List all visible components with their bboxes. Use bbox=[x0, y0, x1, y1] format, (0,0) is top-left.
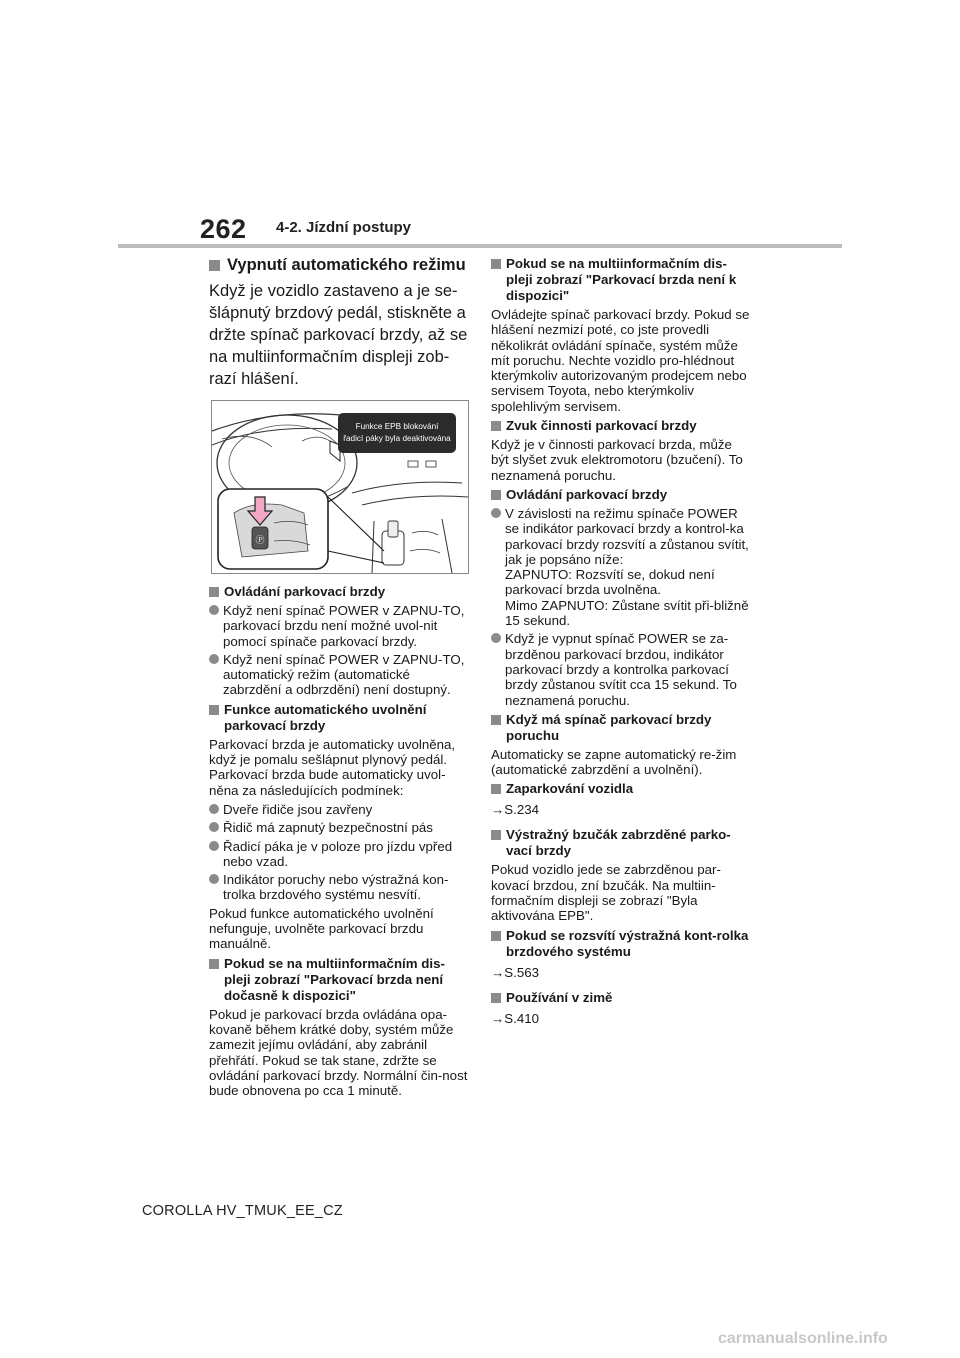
list-item-line: Mimo ZAPNUTO: Zůstane svítit při-bližně 15 sekund. bbox=[505, 597, 749, 629]
square-bullet-icon bbox=[209, 587, 219, 597]
heading-switch-malfunction bbox=[491, 712, 753, 744]
footer-model-code: COROLLA HV_TMUK_EE_CZ bbox=[142, 1203, 343, 1219]
header-rule bbox=[118, 244, 842, 248]
list-item-text: Řidič má zapnutý bezpečnostní pás bbox=[223, 820, 433, 836]
list-item bbox=[209, 652, 471, 698]
list-item bbox=[209, 820, 471, 835]
page-reference-link[interactable]: →S.234 bbox=[491, 802, 540, 818]
heading-text: Pokud se na multiinformačním dis-pleji zobrazí "Parkovací brzda není dočasně k dispozici" bbox=[224, 955, 445, 1003]
square-bullet-icon bbox=[209, 705, 219, 715]
heading-warning-light bbox=[491, 928, 753, 960]
heading-text: Pokud se na multiinformačním dis-pleji zobrazí "Parkovací brzda není k dispozici" bbox=[506, 256, 737, 303]
intro-text: Když je vozidlo zastaveno a je se-šlápnutý brzdový pedál, stiskněte a držte spínač parkovací brzdy, až se na multiinformačním displeji zob-razí hlášení. bbox=[209, 282, 468, 388]
list-item-line: V závislosti na režimu spínače POWER se indikátor parkovací brzdy a kontrol-ka parkovací brzdy rozsvítí a zůstanou svítit, jak je popsáno níže: bbox=[505, 505, 749, 567]
list-item-text bbox=[505, 506, 753, 628]
illustration-dashboard bbox=[211, 400, 469, 574]
heading-auto-release bbox=[209, 702, 471, 734]
right-column bbox=[491, 256, 753, 1036]
heading-text: Pokud se rozsvítí výstražná kont-rolka brzdového systému bbox=[506, 927, 749, 959]
list-item bbox=[209, 872, 471, 903]
list-item-text: Když není spínač POWER v ZAPNU-TO, parkovací brzdu není možné uvol-nit pomocí spínače parkovací brzdy. bbox=[223, 603, 465, 649]
square-bullet-icon bbox=[491, 993, 501, 1003]
square-bullet-icon bbox=[491, 931, 501, 941]
section-title: 4-2. Jízdní postupy bbox=[276, 219, 412, 236]
paragraph: Parkovací brzda je automaticky uvolněna, když je pomalu sešlápnut plynový pedál. Parkovací brzda bude automaticky uvol-něna za následujících podmínek: bbox=[209, 736, 456, 798]
heading-text: Funkce automatického uvolnění parkovací brzdy bbox=[224, 701, 427, 733]
page-number: 262 bbox=[200, 214, 247, 244]
paragraph: Automaticky se zapne automatický re-žim (automatické zabrzdění a uvolnění). bbox=[491, 746, 737, 778]
list-item-text: Indikátor poruchy nebo výstražná kon-trolka brzdového systému nesvítí. bbox=[223, 872, 449, 903]
list-item-text: Dveře řidiče jsou zavřeny bbox=[223, 801, 373, 817]
display-message-line2: řadicí páky byla deaktivována bbox=[343, 434, 451, 443]
main-heading bbox=[209, 256, 471, 275]
paragraph: Pokud funkce automatického uvolnění nefunguje, uvolněte parkovací brzdu manuálně. bbox=[209, 905, 434, 952]
heading-text: Používání v zimě bbox=[506, 989, 613, 1005]
display-message-line1: Funkce EPB blokování bbox=[355, 422, 439, 431]
watermark: carmanualsonline.info bbox=[718, 1330, 888, 1347]
paragraph: Pokud je parkovací brzda ovládána opa-kovaně během krátké doby, systém může zamezit jejímu ovládání, aby zabránil přehřátí. Pokud se tak stane, zdržte se ovládání parkovací brzdy. Normální čin-nost bude obnovena po cca 1 minutě. bbox=[209, 1006, 468, 1099]
heading-brake-operation bbox=[209, 584, 471, 600]
list-item bbox=[209, 802, 471, 817]
heading-unavailable bbox=[491, 256, 753, 304]
round-bullet-icon bbox=[209, 605, 219, 615]
square-bullet-icon bbox=[491, 784, 501, 794]
square-bullet-icon bbox=[209, 959, 219, 969]
round-bullet-icon bbox=[209, 654, 219, 664]
round-bullet-icon bbox=[209, 822, 219, 832]
list-item bbox=[491, 506, 753, 628]
heading-text: Ovládání parkovací brzdy bbox=[506, 486, 668, 502]
round-bullet-icon bbox=[491, 633, 501, 643]
paragraph: Když je v činnosti parkovací brzda, může být slyšet zvuk elektromotoru (bzučení). To neznamená poruchu. bbox=[491, 437, 743, 483]
heading-operation-sound bbox=[491, 418, 753, 434]
round-bullet-icon bbox=[209, 841, 219, 851]
round-bullet-icon bbox=[491, 508, 501, 518]
square-bullet-icon bbox=[491, 830, 501, 840]
round-bullet-icon bbox=[209, 874, 219, 884]
main-heading-text: Vypnutí automatického režimu bbox=[227, 256, 466, 274]
paragraph: Pokud vozidlo jede se zabrzděnou par-kovací brzdou, zní bzučák. Na multiin-formačním displeji se zobrazí "Byla aktivována EPB". bbox=[491, 862, 721, 924]
round-bullet-icon bbox=[209, 804, 219, 814]
list-item-text: Když je vypnut spínač POWER se za-brzděnou parkovací brzdou, indikátor parkovací brzdy a kontrolka parkovací brzdy zůstanou svítit cca 15 sekund. To neznamená poruchu. bbox=[505, 631, 737, 708]
left-column bbox=[209, 256, 471, 1102]
heading-temporarily-unavailable bbox=[209, 956, 471, 1004]
list-item bbox=[209, 839, 471, 870]
heading-brake-operation-2 bbox=[491, 487, 753, 503]
square-bullet-icon bbox=[491, 490, 501, 500]
list-item-line: ZAPNUTO: Rozsvítí se, dokud není parkovací brzda uvolněna. bbox=[505, 567, 715, 598]
paragraph: Ovládejte spínač parkovací brzdy. Pokud se hlášení nezmizí poté, co jste provedli několikrát ovládání spínače, systém může mít poruchu. Nechte vozidlo pro-hlédnout kterýmkoliv autorizovaným prodejcem nebo servisem Toyota, nebo kterýmkoliv spolehlivým servisem. bbox=[491, 307, 750, 414]
list-item-text: Když není spínač POWER v ZAPNU-TO, automatický režim (automatické zabrzdění a odbrzdění) není dostupný. bbox=[223, 651, 465, 698]
heading-parking bbox=[491, 781, 753, 797]
square-bullet-icon bbox=[491, 259, 501, 269]
square-bullet-icon bbox=[491, 421, 501, 431]
heading-text: Zvuk činnosti parkovací brzdy bbox=[506, 418, 697, 434]
list-item bbox=[491, 631, 753, 707]
heading-winter-use bbox=[491, 990, 753, 1006]
list-item bbox=[209, 603, 471, 649]
page-reference-link[interactable]: →S.410 bbox=[491, 1010, 540, 1026]
heading-text: Zaparkování vozidla bbox=[506, 781, 634, 797]
square-bullet-icon bbox=[209, 260, 220, 271]
parking-brake-switch-icon: Ⓟ bbox=[255, 536, 265, 546]
heading-text: Ovládání parkovací brzdy bbox=[224, 584, 386, 599]
heading-text: Výstražný bzučák zabrzděné parko-vací brzdy bbox=[506, 827, 731, 859]
page-reference-link[interactable]: →S.563 bbox=[491, 964, 540, 980]
heading-text: Když má spínač parkovací brzdy poruchu bbox=[506, 711, 712, 743]
heading-warning-buzzer bbox=[491, 827, 753, 859]
square-bullet-icon bbox=[491, 715, 501, 725]
list-item-text: Řadicí páka je v poloze pro jízdu vpřed nebo vzad. bbox=[223, 838, 453, 869]
